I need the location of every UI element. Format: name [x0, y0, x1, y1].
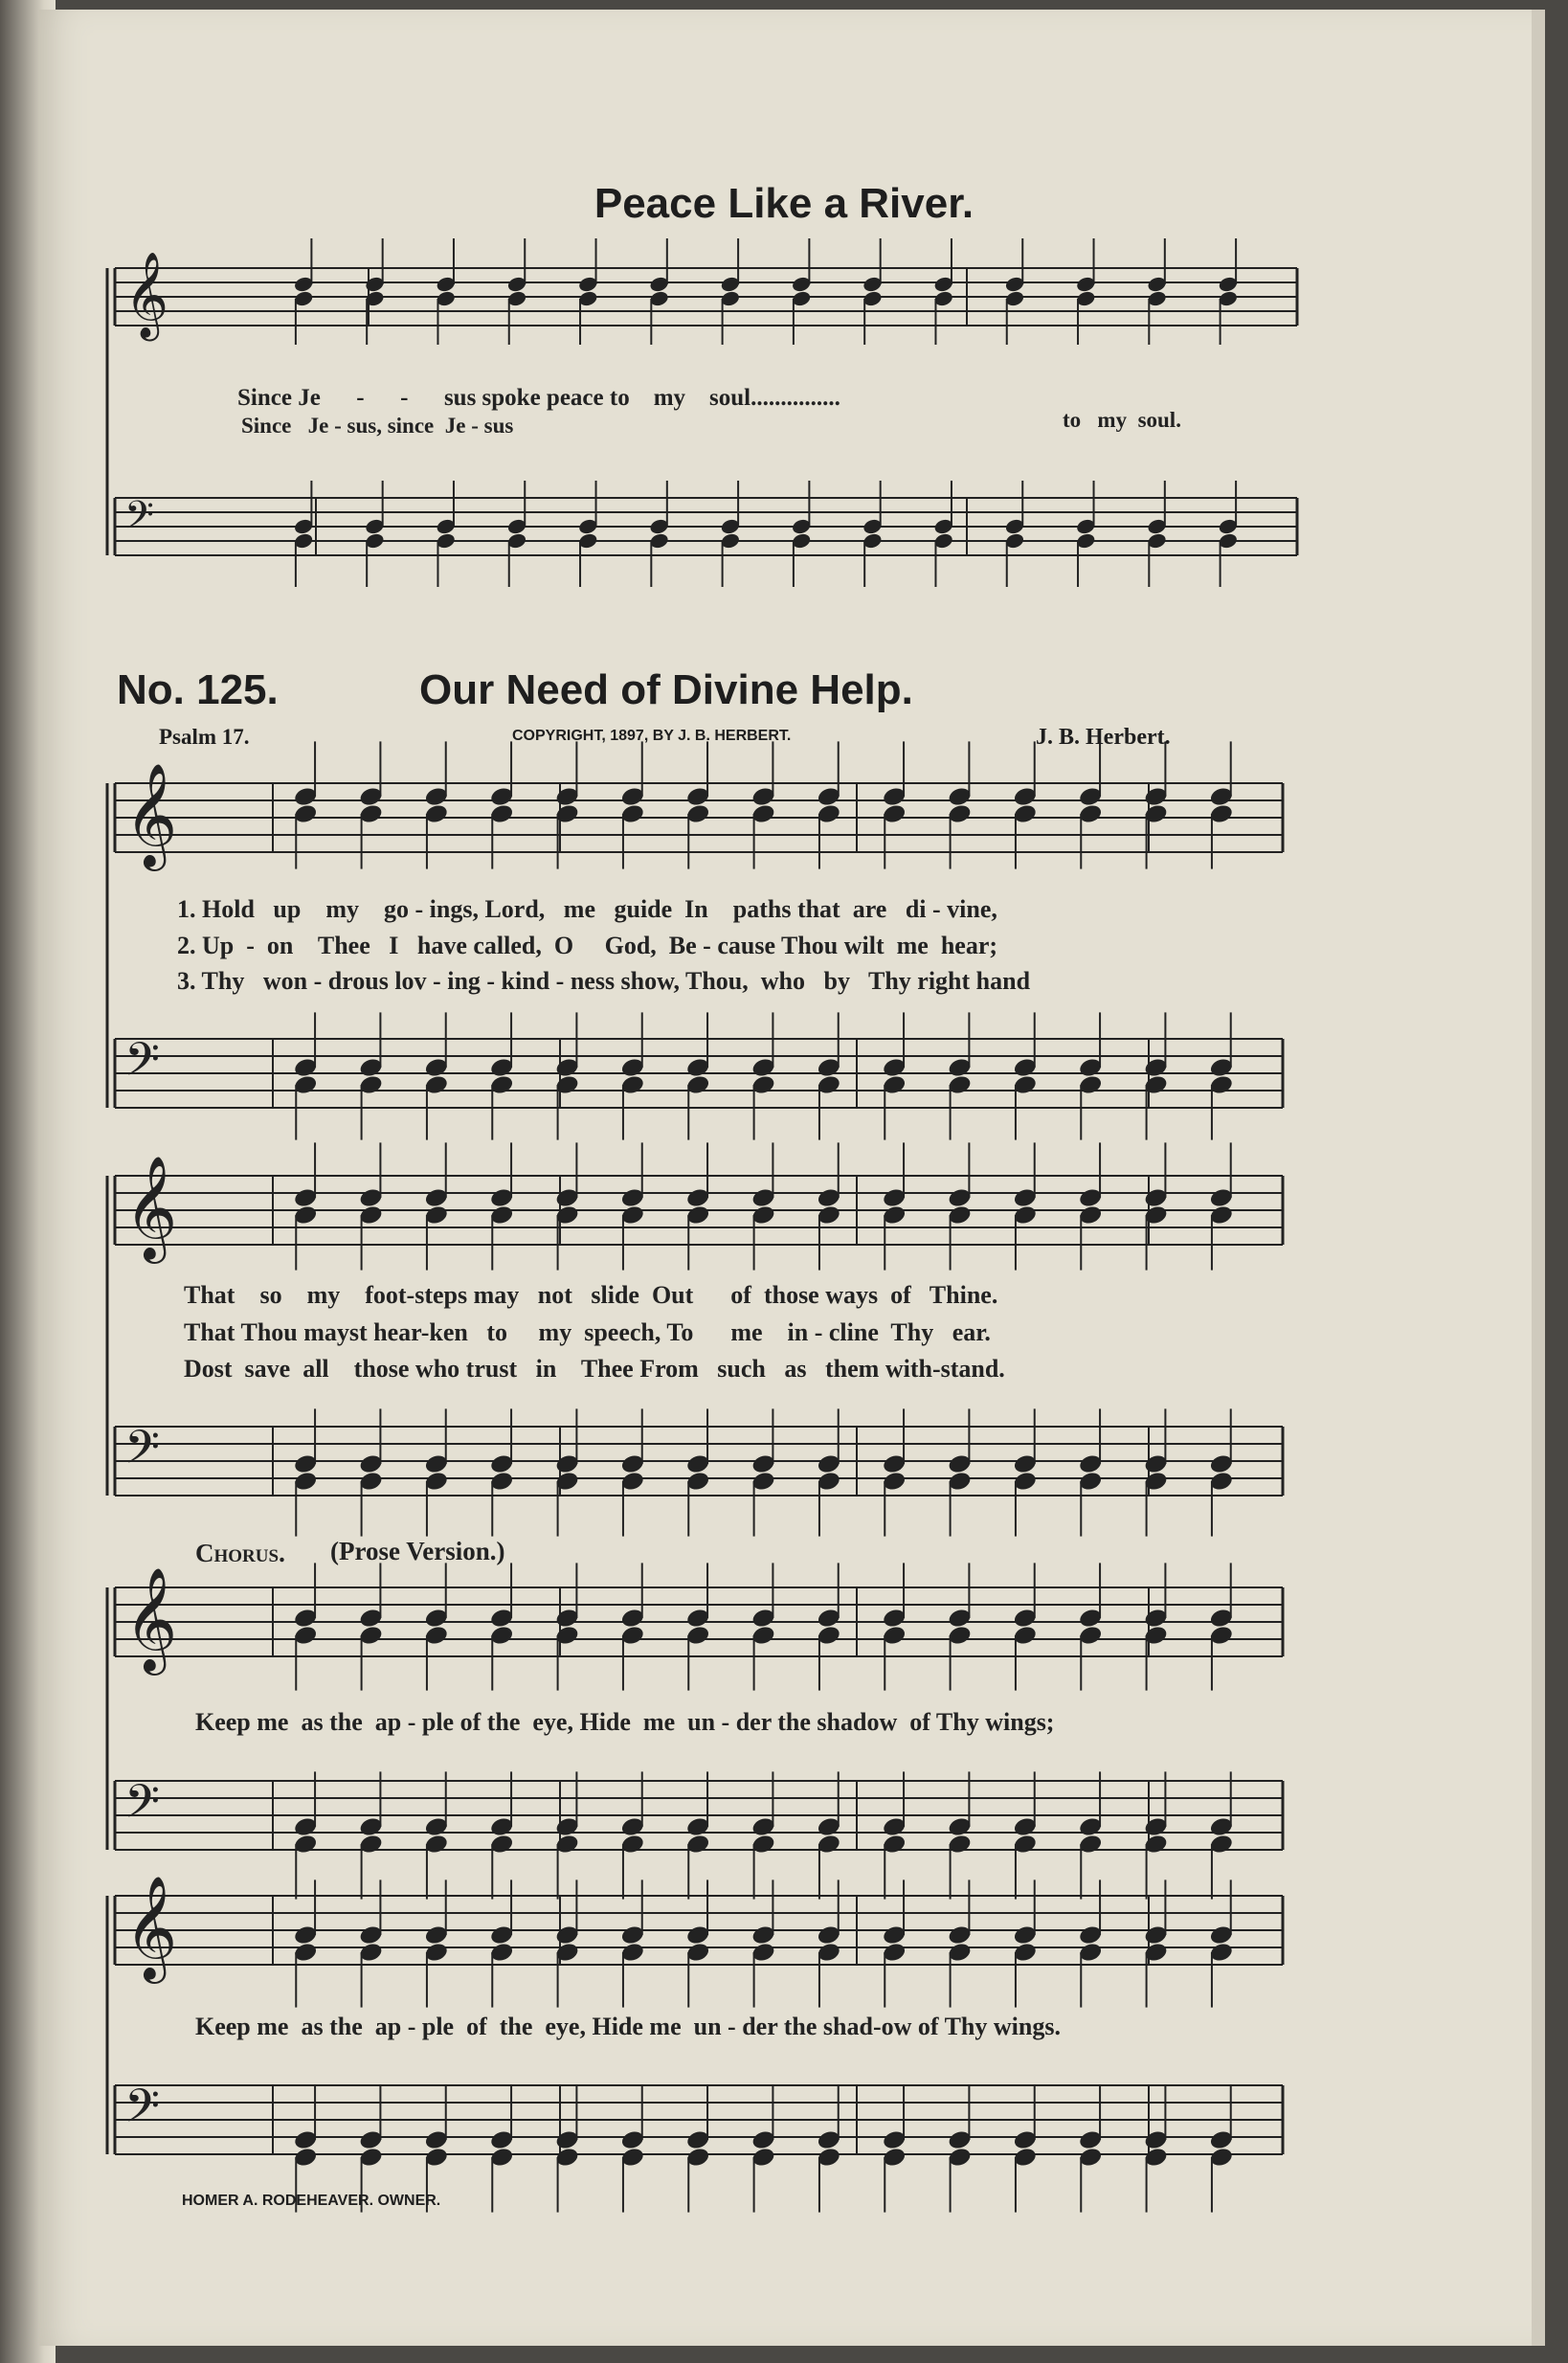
prev-lyric-line-2: Since Je - sus, since Je - sus — [241, 414, 514, 438]
treble-clef: 𝄞 — [124, 1566, 178, 1672]
verse-1-line-a: 1. Hold up my go - ings, Lord, me guide In paths that are di - vine, — [177, 895, 997, 923]
verse-2-line-a: 2. Up - on Thee I have called, O God, Be - cause Thou wilt me hear; — [177, 932, 998, 959]
chorus-note: (Prose Version.) — [330, 1537, 505, 1565]
treble-clef: 𝄞 — [124, 252, 169, 338]
verse-1-line-b: That so my foot-steps may not slide Out of those ways of Thine. — [184, 1281, 998, 1309]
bass-clef: 𝄢 — [124, 2079, 161, 2144]
hymn-title: Our Need of Divine Help. — [419, 666, 913, 713]
hymn-number: No. 125. — [117, 666, 279, 713]
verse-2-line-b: That Thou mayst hear-ken to my speech, To me in - cline Thy ear. — [184, 1318, 991, 1346]
chorus-label: Chorus. — [195, 1539, 285, 1567]
bass-clef: 𝄢 — [124, 1774, 161, 1839]
prev-lyric-line-2-end: to my soul. — [1063, 408, 1181, 432]
scripture-reference: Psalm 17. — [159, 725, 250, 749]
prev-hymn-title: Peace Like a River. — [594, 180, 974, 227]
bass-clef: 𝄢 — [124, 493, 154, 547]
treble-clef: 𝄞 — [124, 762, 178, 867]
bass-clef: 𝄢 — [124, 1420, 161, 1485]
bass-clef: 𝄢 — [124, 1032, 161, 1097]
treble-clef: 𝄞 — [124, 1875, 178, 1980]
owner-credit: HOMER A. RODEHEAVER. OWNER. — [182, 2193, 441, 2209]
chorus-line-2: Keep me as the ap - ple of the eye, Hide me un - der the shad-ow of Thy wings. — [195, 2013, 1061, 2040]
treble-clef: 𝄞 — [124, 1155, 178, 1260]
verse-3-line-b: Dost save all those who trust in Thee From such as them with-stand. — [184, 1355, 1005, 1383]
composer: J. B. Herbert. — [1036, 725, 1171, 750]
copyright-notice: COPYRIGHT, 1897, BY J. B. HERBERT. — [512, 728, 792, 744]
prev-lyric-line-1: Since Je - - sus spoke peace to my soul............... — [237, 385, 840, 411]
chorus-line-1: Keep me as the ap - ple of the eye, Hide me un - der the shadow of Thy wings; — [195, 1708, 1055, 1736]
verse-3-line-a: 3. Thy won - drous lov - ing - kind - ness show, Thou, who by Thy right hand — [177, 967, 1031, 995]
